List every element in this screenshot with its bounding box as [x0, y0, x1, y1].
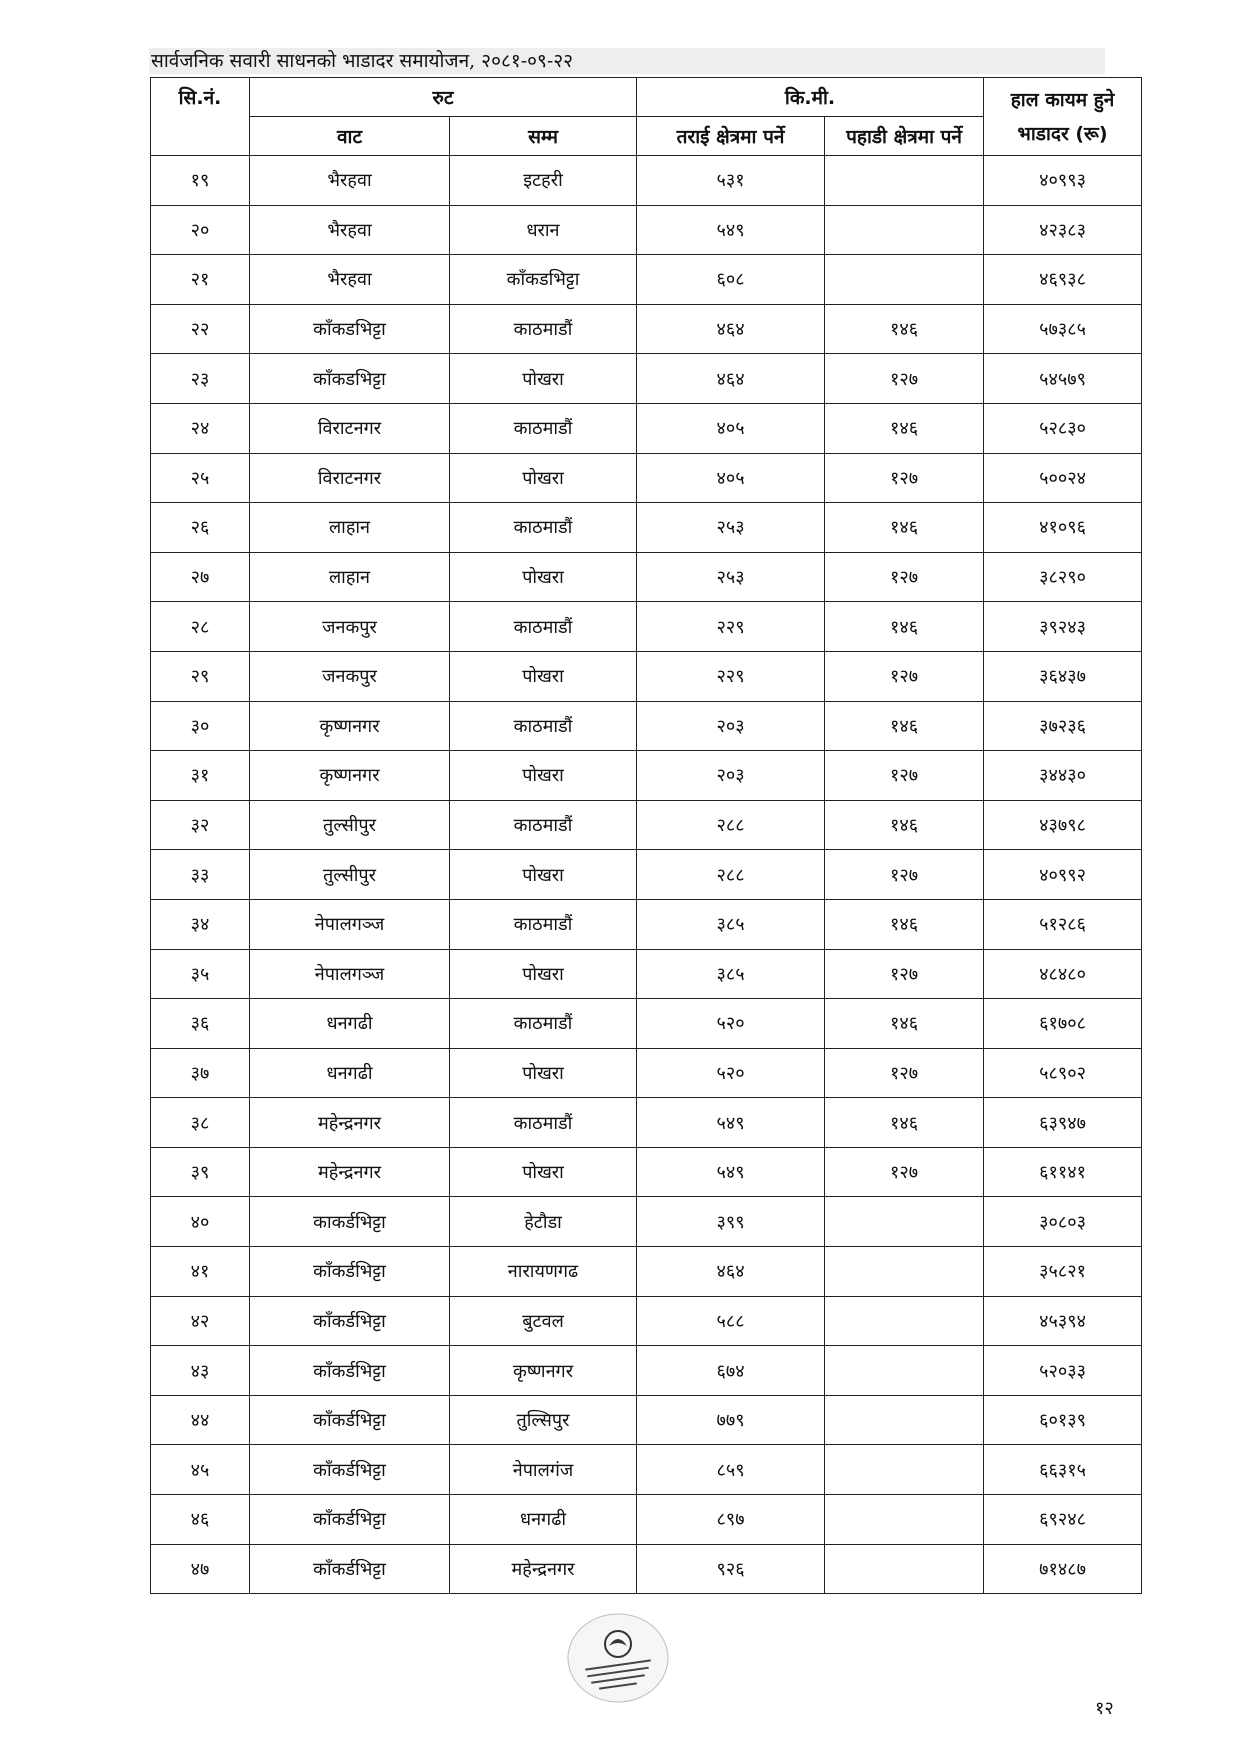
cell-hill-km: १४६	[825, 701, 984, 751]
cell-terai-km: ४०५	[637, 403, 825, 453]
cell-terai-km: ५४९	[637, 1098, 825, 1148]
cell-hill-km	[825, 1197, 984, 1247]
cell-fare: ५२८३०	[984, 403, 1142, 453]
cell-fare: ४१०९६	[984, 503, 1142, 553]
cell-hill-km: १४६	[825, 602, 984, 652]
cell-serial-number: ३८	[151, 1098, 250, 1148]
cell-terai-km: २०३	[637, 751, 825, 801]
header-terai-km: तराई क्षेत्रमा पर्ने	[637, 117, 825, 156]
cell-fare: ३८२९०	[984, 552, 1142, 602]
table-row	[151, 552, 1142, 602]
cell-to: पोखरा	[450, 751, 637, 801]
cell-to: पोखरा	[450, 1147, 637, 1197]
cell-hill-km: १४६	[825, 503, 984, 553]
cell-from: कृष्णनगर	[250, 701, 450, 751]
header-to: सम्म	[450, 117, 637, 156]
page-number: १२	[1095, 1698, 1114, 1719]
table-row	[151, 156, 1142, 206]
cell-to: इटहरी	[450, 156, 637, 206]
cell-to: नेपालगंज	[450, 1445, 637, 1495]
cell-terai-km: २८८	[637, 850, 825, 900]
table-row	[151, 999, 1142, 1049]
cell-hill-km: १४६	[825, 1098, 984, 1148]
cell-hill-km: १२७	[825, 949, 984, 999]
cell-from: धनगढी	[250, 999, 450, 1049]
cell-fare: ५१२८६	[984, 899, 1142, 949]
cell-to: नारायणगढ	[450, 1247, 637, 1297]
cell-terai-km: २५३	[637, 552, 825, 602]
table-row	[151, 1048, 1142, 1098]
cell-hill-km	[825, 205, 984, 255]
cell-serial-number: २४	[151, 403, 250, 453]
cell-from: भैरहवा	[250, 255, 450, 305]
table-row	[151, 1147, 1142, 1197]
cell-from: काँकर्डभिट्टा	[250, 1544, 450, 1594]
cell-fare: ३७२३६	[984, 701, 1142, 751]
cell-serial-number: २९	[151, 651, 250, 701]
table-row	[151, 1445, 1142, 1495]
cell-serial-number: २३	[151, 354, 250, 404]
cell-serial-number: २६	[151, 503, 250, 553]
table-row	[151, 949, 1142, 999]
table-row	[151, 503, 1142, 553]
cell-from: काँकर्डभिट्टा	[250, 1296, 450, 1346]
cell-to: काठमाडौं	[450, 602, 637, 652]
cell-hill-km: १२७	[825, 1147, 984, 1197]
cell-from: तुल्सीपुर	[250, 800, 450, 850]
cell-terai-km: ८५९	[637, 1445, 825, 1495]
cell-serial-number: ४७	[151, 1544, 250, 1594]
cell-serial-number: २५	[151, 453, 250, 503]
cell-to: पोखरा	[450, 651, 637, 701]
cell-from: काँकर्डभिट्टा	[250, 1495, 450, 1545]
cell-fare: ३४४३०	[984, 751, 1142, 801]
cell-terai-km: ५३१	[637, 156, 825, 206]
cell-fare: ६११४१	[984, 1147, 1142, 1197]
cell-terai-km: ३८५	[637, 949, 825, 999]
cell-fare: ५२०३३	[984, 1346, 1142, 1396]
cell-from: महेन्द्रनगर	[250, 1098, 450, 1148]
header-hill-km: पहाडी क्षेत्रमा पर्ने	[825, 117, 984, 156]
cell-hill-km	[825, 156, 984, 206]
cell-serial-number: ३२	[151, 800, 250, 850]
cell-fare: ६९२४८	[984, 1495, 1142, 1545]
cell-fare: ५४५७९	[984, 354, 1142, 404]
cell-fare: ४८४८०	[984, 949, 1142, 999]
cell-to: पोखरा	[450, 453, 637, 503]
table-row	[151, 255, 1142, 305]
cell-fare: ४०९९२	[984, 850, 1142, 900]
cell-to: हेटौडा	[450, 1197, 637, 1247]
cell-terai-km: ४६४	[637, 1247, 825, 1297]
cell-hill-km: १२७	[825, 552, 984, 602]
cell-from: धनगढी	[250, 1048, 450, 1098]
cell-from: काँकडभिट्टा	[250, 304, 450, 354]
cell-terai-km: २५३	[637, 503, 825, 553]
cell-fare: ६१७०८	[984, 999, 1142, 1049]
cell-from: कृष्णनगर	[250, 751, 450, 801]
cell-to: काठमाडौं	[450, 1098, 637, 1148]
cell-fare: ३६४३७	[984, 651, 1142, 701]
cell-fare: ३५८२१	[984, 1247, 1142, 1297]
cell-serial-number: २२	[151, 304, 250, 354]
cell-from: विराटनगर	[250, 403, 450, 453]
cell-serial-number: ३४	[151, 899, 250, 949]
cell-fare: ५८९०२	[984, 1048, 1142, 1098]
table-row	[151, 1346, 1142, 1396]
cell-serial-number: ४१	[151, 1247, 250, 1297]
fare-table	[150, 77, 1142, 1594]
cell-from: नेपालगञ्ज	[250, 949, 450, 999]
cell-serial-number: ३३	[151, 850, 250, 900]
table-row	[151, 701, 1142, 751]
header-from: वाट	[250, 117, 450, 156]
table-row	[151, 1197, 1142, 1247]
cell-fare: ३०८०३	[984, 1197, 1142, 1247]
cell-terai-km: ६७४	[637, 1346, 825, 1396]
cell-hill-km: १२७	[825, 354, 984, 404]
cell-fare: ४६९३८	[984, 255, 1142, 305]
table-row	[151, 1395, 1142, 1445]
cell-serial-number: ३९	[151, 1147, 250, 1197]
cell-serial-number: ४२	[151, 1296, 250, 1346]
cell-terai-km: ८९७	[637, 1495, 825, 1545]
cell-from: तुल्सीपुर	[250, 850, 450, 900]
cell-from: जनकपुर	[250, 602, 450, 652]
header-route: रुट	[250, 78, 637, 117]
cell-to: काठमाडौं	[450, 800, 637, 850]
cell-from: लाहान	[250, 503, 450, 553]
cell-fare: ५००२४	[984, 453, 1142, 503]
table-row	[151, 850, 1142, 900]
cell-terai-km: ४६४	[637, 354, 825, 404]
table-row	[151, 304, 1142, 354]
cell-hill-km	[825, 1296, 984, 1346]
table-row	[151, 354, 1142, 404]
cell-from: काँकर्डभिट्टा	[250, 1395, 450, 1445]
cell-from: महेन्द्रनगर	[250, 1147, 450, 1197]
cell-serial-number: ४३	[151, 1346, 250, 1396]
office-seal	[563, 1610, 673, 1706]
table-row	[151, 751, 1142, 801]
table-row	[151, 899, 1142, 949]
cell-hill-km	[825, 1445, 984, 1495]
cell-hill-km	[825, 1395, 984, 1445]
cell-terai-km: ४०५	[637, 453, 825, 503]
cell-from: काँकर्डभिट्टा	[250, 1346, 450, 1396]
cell-from: विराटनगर	[250, 453, 450, 503]
header-serial-number: सि.नं.	[151, 78, 250, 156]
cell-hill-km: १२७	[825, 850, 984, 900]
cell-serial-number: १९	[151, 156, 250, 206]
cell-to: महेन्द्रनगर	[450, 1544, 637, 1594]
cell-hill-km	[825, 255, 984, 305]
cell-terai-km: ५२०	[637, 999, 825, 1049]
cell-from: जनकपुर	[250, 651, 450, 701]
cell-to: पोखरा	[450, 1048, 637, 1098]
cell-fare: ४३७९८	[984, 800, 1142, 850]
cell-serial-number: ३६	[151, 999, 250, 1049]
cell-from: काँकर्डभिट्टा	[250, 1445, 450, 1495]
cell-fare: ५७३८५	[984, 304, 1142, 354]
cell-serial-number: ४०	[151, 1197, 250, 1247]
cell-hill-km: १४६	[825, 304, 984, 354]
cell-terai-km: २२९	[637, 602, 825, 652]
cell-fare: ३९२४३	[984, 602, 1142, 652]
cell-from: काँकडभिट्टा	[250, 354, 450, 404]
table-row	[151, 1098, 1142, 1148]
header-kilometer: कि.मी.	[637, 78, 984, 117]
cell-serial-number: २०	[151, 205, 250, 255]
table-row	[151, 1247, 1142, 1297]
cell-to: पोखरा	[450, 354, 637, 404]
cell-fare: ७१४८७	[984, 1544, 1142, 1594]
cell-hill-km: १४६	[825, 999, 984, 1049]
cell-serial-number: ३१	[151, 751, 250, 801]
header-fare: हाल कायम हुने भाडादर (रू)	[984, 78, 1142, 156]
cell-to: धनगढी	[450, 1495, 637, 1545]
cell-hill-km	[825, 1544, 984, 1594]
cell-to: बुटवल	[450, 1296, 637, 1346]
cell-fare: ४०९९३	[984, 156, 1142, 206]
cell-hill-km	[825, 1495, 984, 1545]
table-row	[151, 1544, 1142, 1594]
cell-terai-km: ३९९	[637, 1197, 825, 1247]
cell-to: काठमाडौं	[450, 503, 637, 553]
cell-from: नेपालगञ्ज	[250, 899, 450, 949]
table-row	[151, 1495, 1142, 1545]
cell-terai-km: ५८८	[637, 1296, 825, 1346]
table-row	[151, 205, 1142, 255]
cell-hill-km: १४६	[825, 800, 984, 850]
cell-serial-number: ४६	[151, 1495, 250, 1545]
cell-to: पोखरा	[450, 850, 637, 900]
cell-to: काँकडभिट्टा	[450, 255, 637, 305]
cell-hill-km	[825, 1247, 984, 1297]
cell-from: भैरहवा	[250, 156, 450, 206]
table-row	[151, 602, 1142, 652]
cell-terai-km: २८८	[637, 800, 825, 850]
cell-serial-number: ४५	[151, 1445, 250, 1495]
table-row	[151, 1296, 1142, 1346]
cell-terai-km: २२९	[637, 651, 825, 701]
cell-serial-number: २१	[151, 255, 250, 305]
cell-to: काठमाडौं	[450, 403, 637, 453]
cell-hill-km: १४६	[825, 899, 984, 949]
cell-from: लाहान	[250, 552, 450, 602]
cell-serial-number: ३०	[151, 701, 250, 751]
cell-terai-km: ७७९	[637, 1395, 825, 1445]
cell-hill-km: १४६	[825, 403, 984, 453]
cell-from: भैरहवा	[250, 205, 450, 255]
cell-fare: ६०१३९	[984, 1395, 1142, 1445]
table-row	[151, 403, 1142, 453]
cell-fare: ४२३८३	[984, 205, 1142, 255]
cell-terai-km: २०३	[637, 701, 825, 751]
cell-to: पोखरा	[450, 949, 637, 999]
cell-hill-km: १२७	[825, 651, 984, 701]
cell-serial-number: ३५	[151, 949, 250, 999]
table-row	[151, 651, 1142, 701]
cell-hill-km	[825, 1346, 984, 1396]
cell-to: काठमाडौं	[450, 304, 637, 354]
cell-terai-km: ५४९	[637, 1147, 825, 1197]
cell-serial-number: २७	[151, 552, 250, 602]
document-header: सार्वजनिक सवारी साधनको भाडादर समायोजन, २०८१-०९-२२	[149, 48, 1105, 74]
table-row	[151, 800, 1142, 850]
cell-terai-km: ३८५	[637, 899, 825, 949]
cell-serial-number: ३७	[151, 1048, 250, 1098]
cell-to: काठमाडौं	[450, 999, 637, 1049]
cell-fare: ६३९४७	[984, 1098, 1142, 1148]
cell-to: पोखरा	[450, 552, 637, 602]
cell-terai-km: ४६४	[637, 304, 825, 354]
cell-serial-number: ४४	[151, 1395, 250, 1445]
cell-terai-km: ६०८	[637, 255, 825, 305]
cell-serial-number: २८	[151, 602, 250, 652]
cell-fare: ६६३१५	[984, 1445, 1142, 1495]
cell-terai-km: ५४९	[637, 205, 825, 255]
cell-fare: ४५३९४	[984, 1296, 1142, 1346]
cell-terai-km: ५२०	[637, 1048, 825, 1098]
cell-from: काकर्डभिट्टा	[250, 1197, 450, 1247]
cell-to: काठमाडौं	[450, 701, 637, 751]
cell-to: धरान	[450, 205, 637, 255]
cell-hill-km: १२७	[825, 751, 984, 801]
cell-hill-km: १२७	[825, 453, 984, 503]
cell-to: तुल्सिपुर	[450, 1395, 637, 1445]
cell-terai-km: ९२६	[637, 1544, 825, 1594]
cell-to: काठमाडौं	[450, 899, 637, 949]
cell-from: काँकर्डभिट्टा	[250, 1247, 450, 1297]
cell-hill-km: १२७	[825, 1048, 984, 1098]
table-row	[151, 453, 1142, 503]
cell-to: कृष्णनगर	[450, 1346, 637, 1396]
